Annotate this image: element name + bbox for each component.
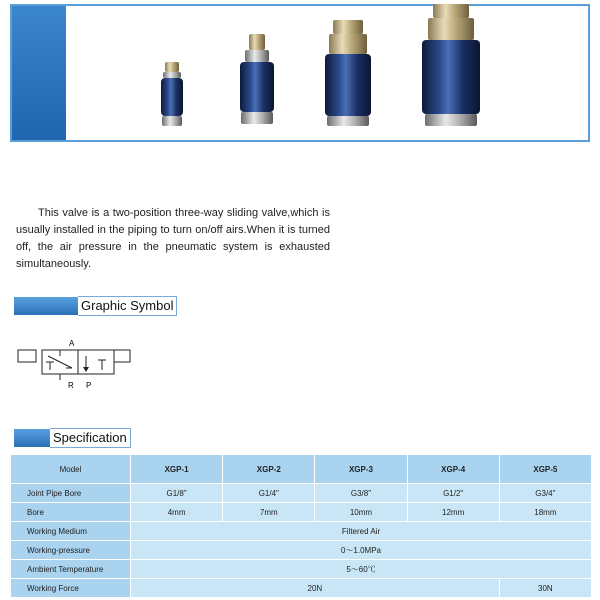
table-row (11, 541, 592, 560)
port-r-label: R (68, 381, 74, 390)
joint-pipe-bore-label: Joint Pipe Bore (11, 484, 131, 503)
valve-photo-xgp-2 (232, 34, 282, 132)
valve-photo-xgp-4 (412, 4, 490, 132)
model-cell: XGP-1 (131, 455, 223, 484)
section-accent-bar (14, 429, 50, 447)
table-row (11, 484, 592, 503)
model-cell: XGP-4 (407, 455, 499, 484)
joint-cell: G1/2" (407, 484, 499, 503)
table-row (11, 503, 592, 522)
bore-cell: 10mm (315, 503, 407, 522)
product-description: This valve is a two-position three-way sliding valve,which is usually installed in the piping to turn on/off airs.When it is turned off, the air pressure in the pneumatic system is exhausted simultaneously. (16, 207, 330, 270)
model-label: Model (11, 455, 131, 484)
joint-cell: G3/4" (499, 484, 591, 503)
working-medium-value: Filtered Air (131, 522, 592, 541)
model-cell: XGP-3 (315, 455, 407, 484)
working-force-label: Working Force (11, 579, 131, 598)
bore-cell: 4mm (131, 503, 223, 522)
bore-cell: 18mm (499, 503, 591, 522)
model-cell: XGP-5 (499, 455, 591, 484)
joint-cell: G3/8" (315, 484, 407, 503)
graphic-symbol-title: Graphic Symbol (78, 296, 177, 316)
port-a-label: A (69, 339, 75, 348)
working-pressure-label: Working-pressure (11, 541, 131, 560)
specification-header (14, 428, 131, 448)
working-medium-label: Working Medium (11, 522, 131, 541)
table-row (11, 579, 592, 598)
banner-accent-strip (12, 6, 66, 140)
working-force-value: 30N (499, 579, 591, 598)
bore-cell: 12mm (407, 503, 499, 522)
port-p-label: P (86, 381, 92, 390)
bore-label: Bore (11, 503, 131, 522)
specification-table (10, 454, 592, 598)
ambient-temperature-value: 5～60℃ (131, 560, 592, 579)
working-pressure-value: 0～1.0MPa (131, 541, 592, 560)
joint-cell: G1/4" (223, 484, 315, 503)
valve-photo-xgp-3 (317, 20, 379, 132)
graphic-symbol-header (14, 296, 177, 316)
table-row (11, 560, 592, 579)
section-accent-bar (14, 297, 78, 315)
specification-title: Specification (50, 428, 131, 448)
valve-graphic-symbol (14, 334, 134, 390)
product-photo-banner (10, 4, 590, 142)
joint-cell: G1/8" (131, 484, 223, 503)
table-row (11, 455, 592, 484)
model-cell: XGP-2 (223, 455, 315, 484)
table-row (11, 522, 592, 541)
bore-cell: 7mm (223, 503, 315, 522)
ambient-temperature-label: Ambient Temperature (11, 560, 131, 579)
working-force-value: 20N (131, 579, 500, 598)
valve-photo-xgp-1 (152, 62, 192, 132)
